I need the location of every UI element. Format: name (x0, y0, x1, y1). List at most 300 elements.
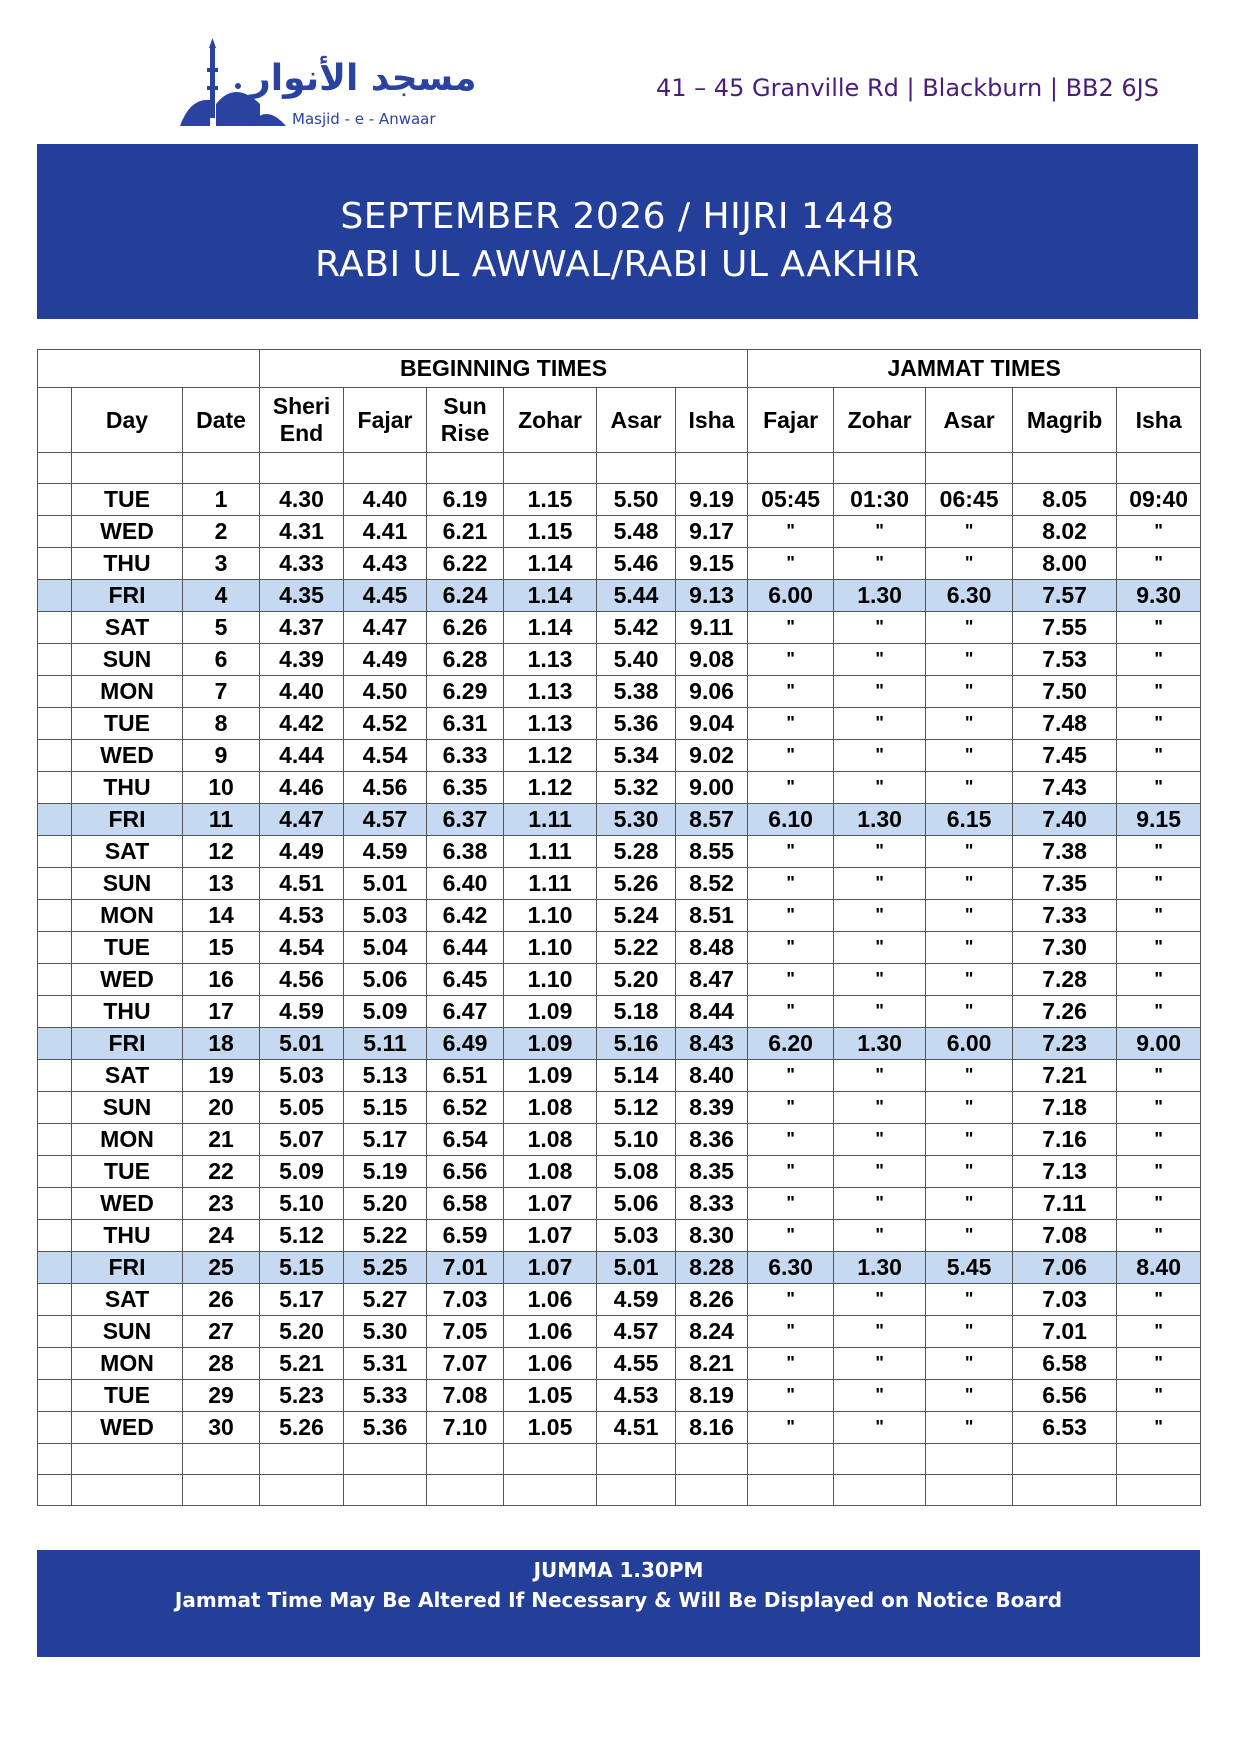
blank-cell (344, 453, 427, 484)
blank-cell (1117, 1475, 1201, 1506)
cell-day: MON (72, 676, 183, 708)
cell-sunrise: 7.07 (427, 1348, 504, 1380)
cell-j-asar: " (926, 964, 1013, 996)
cell-j-isha: " (1117, 1124, 1201, 1156)
cell-j-magrib: 7.55 (1013, 612, 1117, 644)
blank-cell (748, 453, 834, 484)
cell-sunrise: 6.22 (427, 548, 504, 580)
blank-cell (260, 453, 344, 484)
cell-j-fajar: " (748, 548, 834, 580)
cell-sunrise: 6.42 (427, 900, 504, 932)
cell-j-zohar: " (834, 1316, 926, 1348)
cell-isha: 9.19 (676, 484, 748, 516)
cell-asar: 5.40 (597, 644, 676, 676)
mosque-address: 41 – 45 Granville Rd | Blackburn | BB2 6JS (656, 74, 1159, 102)
cell-fajar: 5.36 (344, 1412, 427, 1444)
cell-sheri: 5.23 (260, 1380, 344, 1412)
cell-isha: 8.52 (676, 868, 748, 900)
row-spacer-cell (38, 836, 72, 868)
row-spacer-cell (38, 868, 72, 900)
cell-date: 15 (183, 932, 260, 964)
cell-day: THU (72, 1220, 183, 1252)
row-spacer-cell (38, 1220, 72, 1252)
cell-isha: 8.57 (676, 804, 748, 836)
cell-date: 17 (183, 996, 260, 1028)
cell-day: SAT (72, 1284, 183, 1316)
table-row (38, 772, 1201, 804)
cell-j-isha: 9.15 (1117, 804, 1201, 836)
cell-day: MON (72, 1124, 183, 1156)
blank-cell (504, 1475, 597, 1506)
cell-j-magrib: 7.40 (1013, 804, 1117, 836)
cell-sheri: 5.17 (260, 1284, 344, 1316)
cell-asar: 5.48 (597, 516, 676, 548)
cell-j-asar: 6.30 (926, 580, 1013, 612)
cell-asar: 5.28 (597, 836, 676, 868)
cell-sunrise: 6.45 (427, 964, 504, 996)
footer-notice: Jammat Time May Be Altered If Necessary & Will Be Displayed on Notice Board (174, 1588, 1063, 1612)
cell-j-magrib: 7.21 (1013, 1060, 1117, 1092)
table-row (38, 1316, 1201, 1348)
logo-latin-text: Masjid - e - Anwaar (292, 110, 436, 128)
cell-j-fajar: " (748, 1316, 834, 1348)
cell-j-magrib: 7.23 (1013, 1028, 1117, 1060)
cell-date: 26 (183, 1284, 260, 1316)
timetable-body (38, 484, 1201, 1444)
cell-asar: 5.42 (597, 612, 676, 644)
cell-zohar: 1.07 (504, 1188, 597, 1220)
cell-j-asar: " (926, 612, 1013, 644)
table-row (38, 1380, 1201, 1412)
col-header-sheri-end-text: Sheri End (272, 393, 331, 446)
cell-j-magrib: 7.06 (1013, 1252, 1117, 1284)
cell-date: 23 (183, 1188, 260, 1220)
cell-j-fajar: " (748, 1092, 834, 1124)
cell-j-fajar: " (748, 1220, 834, 1252)
cell-sunrise: 6.56 (427, 1156, 504, 1188)
cell-asar: 5.50 (597, 484, 676, 516)
cell-sunrise: 6.35 (427, 772, 504, 804)
cell-isha: 8.55 (676, 836, 748, 868)
cell-zohar: 1.05 (504, 1412, 597, 1444)
cell-j-fajar: " (748, 1284, 834, 1316)
cell-j-zohar: 1.30 (834, 804, 926, 836)
table-row (38, 1124, 1201, 1156)
blank-cell (1013, 1444, 1117, 1475)
blank-cell (748, 1444, 834, 1475)
cell-j-magrib: 7.30 (1013, 932, 1117, 964)
cell-j-magrib: 7.33 (1013, 900, 1117, 932)
col-header-jammat-asar: Asar (926, 388, 1013, 453)
cell-j-fajar: " (748, 932, 834, 964)
cell-isha: 8.48 (676, 932, 748, 964)
cell-j-zohar: " (834, 900, 926, 932)
table-row (38, 868, 1201, 900)
cell-j-fajar: " (748, 836, 834, 868)
cell-sheri: 5.20 (260, 1316, 344, 1348)
table-row (38, 1252, 1201, 1284)
cell-j-fajar: " (748, 1380, 834, 1412)
cell-j-magrib: 7.45 (1013, 740, 1117, 772)
cell-fajar: 5.04 (344, 932, 427, 964)
cell-j-fajar: " (748, 708, 834, 740)
cell-fajar: 5.25 (344, 1252, 427, 1284)
cell-zohar: 1.15 (504, 484, 597, 516)
cell-zohar: 1.12 (504, 740, 597, 772)
cell-isha: 9.00 (676, 772, 748, 804)
cell-sunrise: 6.19 (427, 484, 504, 516)
cell-j-isha: " (1117, 1348, 1201, 1380)
cell-fajar: 4.47 (344, 612, 427, 644)
cell-j-zohar: " (834, 1380, 926, 1412)
row-spacer-cell (38, 1156, 72, 1188)
cell-j-asar: " (926, 1124, 1013, 1156)
cell-asar: 5.44 (597, 580, 676, 612)
cell-day: THU (72, 996, 183, 1028)
table-row (38, 1188, 1201, 1220)
blank-row (38, 1475, 1201, 1506)
cell-asar: 5.03 (597, 1220, 676, 1252)
cell-j-fajar: " (748, 1348, 834, 1380)
cell-j-magrib: 7.13 (1013, 1156, 1117, 1188)
cell-sheri: 5.03 (260, 1060, 344, 1092)
cell-date: 12 (183, 836, 260, 868)
col-header-jammat-isha: Isha (1117, 388, 1201, 453)
cell-j-magrib: 7.18 (1013, 1092, 1117, 1124)
row-spacer-cell (38, 1124, 72, 1156)
cell-sunrise: 7.01 (427, 1252, 504, 1284)
cell-zohar: 1.06 (504, 1348, 597, 1380)
col-header-sheri-end (260, 388, 344, 453)
table-row (38, 1028, 1201, 1060)
blank-cell (38, 453, 72, 484)
cell-zohar: 1.14 (504, 580, 597, 612)
cell-sheri: 5.10 (260, 1188, 344, 1220)
cell-zohar: 1.08 (504, 1156, 597, 1188)
blank-cell (926, 1444, 1013, 1475)
table-row (38, 1060, 1201, 1092)
cell-zohar: 1.07 (504, 1220, 597, 1252)
cell-j-magrib: 6.53 (1013, 1412, 1117, 1444)
cell-asar: 5.20 (597, 964, 676, 996)
cell-j-asar: 5.45 (926, 1252, 1013, 1284)
cell-date: 25 (183, 1252, 260, 1284)
cell-day: TUE (72, 1380, 183, 1412)
cell-zohar: 1.14 (504, 548, 597, 580)
cell-j-asar: " (926, 772, 1013, 804)
cell-asar: 4.55 (597, 1348, 676, 1380)
cell-j-zohar: " (834, 996, 926, 1028)
table-row (38, 1348, 1201, 1380)
cell-day: THU (72, 548, 183, 580)
cell-j-fajar: 6.00 (748, 580, 834, 612)
cell-day: WED (72, 740, 183, 772)
footer-banner (37, 1550, 1200, 1657)
cell-j-asar: 06:45 (926, 484, 1013, 516)
mosque-logo (180, 38, 480, 130)
row-spacer-cell (38, 1380, 72, 1412)
cell-asar: 5.01 (597, 1252, 676, 1284)
cell-fajar: 4.40 (344, 484, 427, 516)
cell-day: WED (72, 1412, 183, 1444)
cell-sheri: 4.33 (260, 548, 344, 580)
cell-date: 27 (183, 1316, 260, 1348)
cell-date: 8 (183, 708, 260, 740)
cell-date: 21 (183, 1124, 260, 1156)
row-spacer-cell (38, 580, 72, 612)
cell-j-zohar: " (834, 1060, 926, 1092)
cell-isha: 9.17 (676, 516, 748, 548)
row-spacer-cell (38, 612, 72, 644)
cell-j-isha: " (1117, 1220, 1201, 1252)
cell-j-isha: " (1117, 676, 1201, 708)
cell-day: SUN (72, 1092, 183, 1124)
cell-j-magrib: 7.03 (1013, 1284, 1117, 1316)
cell-zohar: 1.06 (504, 1284, 597, 1316)
cell-asar: 5.10 (597, 1124, 676, 1156)
cell-zohar: 1.10 (504, 964, 597, 996)
row-spacer-cell (38, 1284, 72, 1316)
cell-day: WED (72, 964, 183, 996)
blank-cell (1013, 1475, 1117, 1506)
blank-cell (597, 1444, 676, 1475)
cell-j-asar: " (926, 548, 1013, 580)
cell-sunrise: 6.37 (427, 804, 504, 836)
cell-j-fajar: 6.20 (748, 1028, 834, 1060)
cell-sheri: 4.53 (260, 900, 344, 932)
cell-sheri: 4.30 (260, 484, 344, 516)
cell-j-fajar: " (748, 996, 834, 1028)
cell-sunrise: 7.10 (427, 1412, 504, 1444)
cell-j-isha: 09:40 (1117, 484, 1201, 516)
cell-j-isha: " (1117, 1412, 1201, 1444)
cell-date: 13 (183, 868, 260, 900)
table-row (38, 836, 1201, 868)
cell-isha: 8.28 (676, 1252, 748, 1284)
cell-isha: 9.13 (676, 580, 748, 612)
cell-date: 3 (183, 548, 260, 580)
cell-isha: 9.08 (676, 644, 748, 676)
cell-j-asar: " (926, 1348, 1013, 1380)
cell-zohar: 1.11 (504, 804, 597, 836)
table-row (38, 548, 1201, 580)
cell-sunrise: 6.24 (427, 580, 504, 612)
cell-j-zohar: " (834, 708, 926, 740)
cell-zohar: 1.07 (504, 1252, 597, 1284)
cell-sheri: 5.15 (260, 1252, 344, 1284)
cell-fajar: 5.17 (344, 1124, 427, 1156)
cell-fajar: 4.43 (344, 548, 427, 580)
cell-fajar: 4.54 (344, 740, 427, 772)
cell-j-magrib: 7.08 (1013, 1220, 1117, 1252)
cell-sunrise: 6.29 (427, 676, 504, 708)
cell-day: SAT (72, 1060, 183, 1092)
cell-j-magrib: 6.58 (1013, 1348, 1117, 1380)
row-spacer-cell (38, 772, 72, 804)
cell-fajar: 5.30 (344, 1316, 427, 1348)
blank-cell (748, 1475, 834, 1506)
cell-asar: 5.12 (597, 1092, 676, 1124)
row-spacer-cell (38, 1028, 72, 1060)
cell-sheri: 4.56 (260, 964, 344, 996)
cell-j-fajar: 6.10 (748, 804, 834, 836)
blank-cell (926, 453, 1013, 484)
cell-zohar: 1.09 (504, 1060, 597, 1092)
cell-date: 19 (183, 1060, 260, 1092)
cell-j-isha: 8.40 (1117, 1252, 1201, 1284)
cell-sunrise: 7.05 (427, 1316, 504, 1348)
cell-sunrise: 6.47 (427, 996, 504, 1028)
cell-j-fajar: " (748, 1060, 834, 1092)
cell-date: 5 (183, 612, 260, 644)
blank-cell (834, 453, 926, 484)
cell-asar: 5.32 (597, 772, 676, 804)
cell-j-magrib: 6.56 (1013, 1380, 1117, 1412)
cell-day: SUN (72, 868, 183, 900)
cell-zohar: 1.13 (504, 676, 597, 708)
row-spacer-cell (38, 1092, 72, 1124)
blank-cell (183, 1444, 260, 1475)
cell-j-fajar: " (748, 1156, 834, 1188)
blank-cell (183, 453, 260, 484)
col-header-sunrise-text: Sun Rise (440, 393, 490, 446)
table-row (38, 676, 1201, 708)
cell-j-asar: " (926, 900, 1013, 932)
cell-sheri: 5.07 (260, 1124, 344, 1156)
table-row (38, 1156, 1201, 1188)
cell-date: 14 (183, 900, 260, 932)
cell-sheri: 5.21 (260, 1348, 344, 1380)
cell-j-asar: " (926, 1380, 1013, 1412)
cell-fajar: 5.03 (344, 900, 427, 932)
row-spacer-cell (38, 804, 72, 836)
blank-cell (260, 1475, 344, 1506)
cell-j-zohar: " (834, 1092, 926, 1124)
row-spacer-cell (38, 1316, 72, 1348)
table-row (38, 740, 1201, 772)
cell-zohar: 1.15 (504, 516, 597, 548)
cell-zohar: 1.09 (504, 1028, 597, 1060)
cell-day: TUE (72, 708, 183, 740)
cell-j-isha: " (1117, 900, 1201, 932)
cell-j-asar: " (926, 932, 1013, 964)
cell-sunrise: 6.58 (427, 1188, 504, 1220)
month-title: SEPTEMBER 2026 / HIJRI 1448 (340, 196, 895, 237)
cell-isha: 9.06 (676, 676, 748, 708)
cell-j-asar: " (926, 1188, 1013, 1220)
blank-cell (676, 453, 748, 484)
cell-asar: 5.24 (597, 900, 676, 932)
row-spacer-cell (38, 484, 72, 516)
cell-j-fajar: 05:45 (748, 484, 834, 516)
cell-fajar: 4.49 (344, 644, 427, 676)
cell-j-isha: " (1117, 740, 1201, 772)
cell-isha: 8.44 (676, 996, 748, 1028)
cell-j-zohar: " (834, 1348, 926, 1380)
cell-j-isha: " (1117, 612, 1201, 644)
cell-asar: 5.18 (597, 996, 676, 1028)
cell-j-fajar: " (748, 644, 834, 676)
group-header-row (38, 350, 1201, 388)
cell-j-fajar: " (748, 676, 834, 708)
cell-fajar: 4.41 (344, 516, 427, 548)
row-spacer-cell (38, 996, 72, 1028)
cell-fajar: 5.31 (344, 1348, 427, 1380)
cell-date: 28 (183, 1348, 260, 1380)
cell-zohar: 1.13 (504, 644, 597, 676)
cell-sheri: 4.46 (260, 772, 344, 804)
cell-j-isha: " (1117, 516, 1201, 548)
cell-asar: 4.51 (597, 1412, 676, 1444)
cell-day: WED (72, 516, 183, 548)
col-header-zohar: Zohar (504, 388, 597, 453)
blank-cell (72, 453, 183, 484)
cell-sunrise: 6.31 (427, 708, 504, 740)
cell-fajar: 5.01 (344, 868, 427, 900)
cell-isha: 8.26 (676, 1284, 748, 1316)
cell-isha: 8.30 (676, 1220, 748, 1252)
group-header-blank (38, 350, 260, 388)
cell-j-fajar: 6.30 (748, 1252, 834, 1284)
cell-fajar: 4.59 (344, 836, 427, 868)
cell-asar: 4.57 (597, 1316, 676, 1348)
cell-j-asar: 6.15 (926, 804, 1013, 836)
cell-asar: 5.16 (597, 1028, 676, 1060)
cell-j-zohar: " (834, 1284, 926, 1316)
cell-date: 4 (183, 580, 260, 612)
cell-sheri: 5.09 (260, 1156, 344, 1188)
cell-asar: 5.30 (597, 804, 676, 836)
blank-cell (834, 1475, 926, 1506)
cell-zohar: 1.10 (504, 932, 597, 964)
cell-j-magrib: 7.01 (1013, 1316, 1117, 1348)
cell-zohar: 1.13 (504, 708, 597, 740)
cell-isha: 8.24 (676, 1316, 748, 1348)
cell-zohar: 1.10 (504, 900, 597, 932)
cell-j-asar: " (926, 676, 1013, 708)
cell-j-fajar: " (748, 1188, 834, 1220)
cell-sunrise: 6.40 (427, 868, 504, 900)
col-header-jammat-magrib: Magrib (1013, 388, 1117, 453)
cell-j-asar: " (926, 1412, 1013, 1444)
cell-day: MON (72, 1348, 183, 1380)
cell-day: SAT (72, 612, 183, 644)
row-spacer-cell (38, 1412, 72, 1444)
cell-sunrise: 6.54 (427, 1124, 504, 1156)
cell-fajar: 5.19 (344, 1156, 427, 1188)
cell-j-fajar: " (748, 900, 834, 932)
cell-j-zohar: " (834, 836, 926, 868)
cell-sheri: 4.51 (260, 868, 344, 900)
table-row (38, 900, 1201, 932)
row-spacer-cell (38, 548, 72, 580)
cell-j-asar: " (926, 836, 1013, 868)
cell-isha: 9.04 (676, 708, 748, 740)
cell-date: 16 (183, 964, 260, 996)
cell-j-isha: " (1117, 836, 1201, 868)
cell-j-zohar: " (834, 548, 926, 580)
cell-j-magrib: 7.16 (1013, 1124, 1117, 1156)
cell-j-magrib: 8.00 (1013, 548, 1117, 580)
cell-zohar: 1.09 (504, 996, 597, 1028)
cell-j-zohar: " (834, 964, 926, 996)
cell-asar: 5.14 (597, 1060, 676, 1092)
cell-j-fajar: " (748, 1412, 834, 1444)
row-spacer-cell (38, 708, 72, 740)
cell-j-magrib: 7.11 (1013, 1188, 1117, 1220)
blank-cell (504, 1444, 597, 1475)
cell-j-isha: 9.00 (1117, 1028, 1201, 1060)
